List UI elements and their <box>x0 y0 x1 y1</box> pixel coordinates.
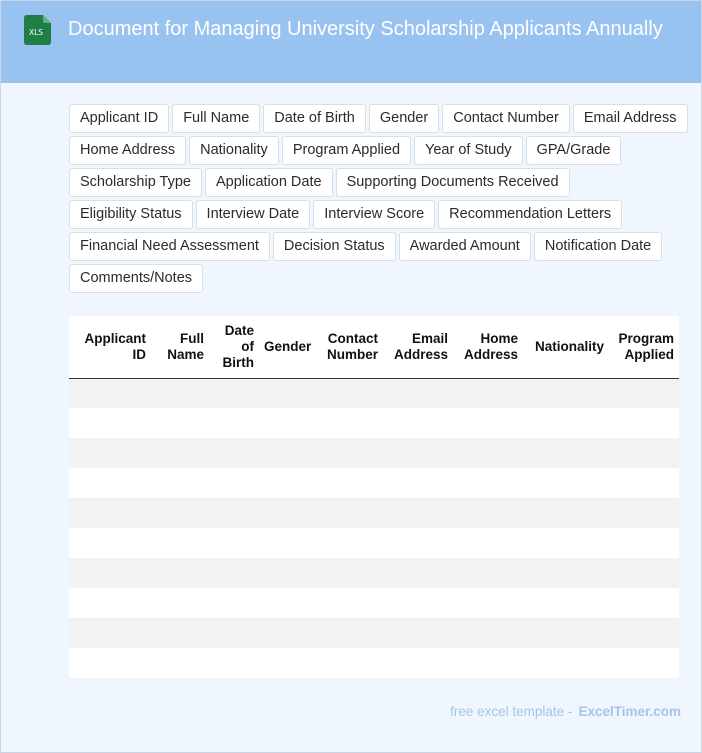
table-row <box>69 468 679 498</box>
table-cell[interactable] <box>383 408 453 438</box>
table-cell[interactable] <box>453 468 523 498</box>
field-chip[interactable]: Full Name <box>172 104 260 133</box>
table-cell[interactable] <box>69 408 151 438</box>
column-header[interactable]: Email Address <box>383 316 453 378</box>
table-cell[interactable] <box>69 528 151 558</box>
table-cell[interactable] <box>609 468 679 498</box>
table-cell[interactable] <box>209 528 259 558</box>
field-chip[interactable]: Application Date <box>205 168 333 197</box>
table-cell[interactable] <box>383 558 453 588</box>
table-cell[interactable] <box>383 468 453 498</box>
table-cell[interactable] <box>209 648 259 678</box>
table-cell[interactable] <box>209 618 259 648</box>
table-cell[interactable] <box>69 588 151 618</box>
table-cell[interactable] <box>313 528 383 558</box>
table-cell[interactable] <box>453 558 523 588</box>
table-cell[interactable] <box>151 528 209 558</box>
table-cell[interactable] <box>69 648 151 678</box>
footer-text: free excel template - <box>450 704 573 719</box>
table-cell[interactable] <box>383 618 453 648</box>
table-cell[interactable] <box>259 528 313 558</box>
field-chip[interactable]: Supporting Documents Received <box>336 168 570 197</box>
table-cell[interactable] <box>69 498 151 528</box>
table-cell[interactable] <box>453 618 523 648</box>
table-cell[interactable] <box>523 528 609 558</box>
table-cell[interactable] <box>313 588 383 618</box>
table-cell[interactable] <box>609 618 679 648</box>
table-cell[interactable] <box>523 498 609 528</box>
table-header-row <box>69 316 679 378</box>
table-cell[interactable] <box>259 618 313 648</box>
column-header[interactable]: Nationality <box>523 316 609 378</box>
table-cell[interactable] <box>313 648 383 678</box>
column-header[interactable]: Contact Number <box>313 316 383 378</box>
table-cell[interactable] <box>209 378 259 408</box>
table-cell[interactable] <box>523 468 609 498</box>
table-cell[interactable] <box>453 438 523 468</box>
table-cell[interactable] <box>259 498 313 528</box>
table-cell[interactable] <box>523 408 609 438</box>
field-chip[interactable]: Comments/Notes <box>69 264 203 293</box>
column-header[interactable]: Date of Birth <box>209 316 259 378</box>
table-cell[interactable] <box>151 438 209 468</box>
table-cell[interactable] <box>259 408 313 438</box>
table-body <box>69 378 679 678</box>
field-chip[interactable]: Notification Date <box>534 232 662 261</box>
table-cell[interactable] <box>69 468 151 498</box>
table-cell[interactable] <box>383 438 453 468</box>
field-chip[interactable]: Date of Birth <box>263 104 366 133</box>
field-chip[interactable]: Contact Number <box>442 104 570 133</box>
table-cell[interactable] <box>209 408 259 438</box>
table-cell[interactable] <box>209 468 259 498</box>
table-cell[interactable] <box>151 558 209 588</box>
table-cell[interactable] <box>609 558 679 588</box>
column-header[interactable]: Home Address <box>453 316 523 378</box>
table-row <box>69 498 679 528</box>
header-banner <box>1 1 701 83</box>
table-cell[interactable] <box>209 588 259 618</box>
table-cell[interactable] <box>151 468 209 498</box>
table-cell[interactable] <box>151 588 209 618</box>
xls-icon-label: XLS <box>28 28 44 37</box>
table-cell[interactable] <box>609 498 679 528</box>
table-cell[interactable] <box>453 528 523 558</box>
table-cell[interactable] <box>383 648 453 678</box>
field-chip[interactable]: Applicant ID <box>69 104 169 133</box>
table-cell[interactable] <box>453 408 523 438</box>
field-chip[interactable]: Nationality <box>189 136 279 165</box>
table-cell[interactable] <box>69 618 151 648</box>
table-cell[interactable] <box>453 588 523 618</box>
column-header[interactable]: Full Name <box>151 316 209 378</box>
table-cell[interactable] <box>609 648 679 678</box>
table-cell[interactable] <box>209 558 259 588</box>
table-cell[interactable] <box>259 468 313 498</box>
table-cell[interactable] <box>383 588 453 618</box>
table-cell[interactable] <box>453 648 523 678</box>
table-cell[interactable] <box>609 408 679 438</box>
table-cell[interactable] <box>383 498 453 528</box>
table-cell[interactable] <box>151 498 209 528</box>
table-cell[interactable] <box>69 438 151 468</box>
field-chip[interactable]: Gender <box>369 104 439 133</box>
table-cell[interactable] <box>313 408 383 438</box>
table-cell[interactable] <box>313 498 383 528</box>
table-cell[interactable] <box>151 408 209 438</box>
field-chip[interactable]: Program Applied <box>282 136 411 165</box>
table-cell[interactable] <box>523 558 609 588</box>
table-row <box>69 438 679 468</box>
column-header[interactable]: Applicant ID <box>69 316 151 378</box>
table-cell[interactable] <box>523 438 609 468</box>
table-cell[interactable] <box>383 528 453 558</box>
table-cell[interactable] <box>313 438 383 468</box>
table-cell[interactable] <box>313 378 383 408</box>
table-cell[interactable] <box>609 438 679 468</box>
table-cell[interactable] <box>209 438 259 468</box>
table-cell[interactable] <box>313 468 383 498</box>
field-chip[interactable]: Awarded Amount <box>399 232 531 261</box>
field-chip[interactable]: Scholarship Type <box>69 168 202 197</box>
table-cell[interactable] <box>523 618 609 648</box>
footer-credit <box>450 704 681 719</box>
table-row <box>69 648 679 678</box>
table-cell[interactable] <box>453 498 523 528</box>
field-chip[interactable]: Financial Need Assessment <box>69 232 270 261</box>
table-cell[interactable] <box>151 378 209 408</box>
field-chip[interactable]: Eligibility Status <box>69 200 193 229</box>
table-cell[interactable] <box>69 378 151 408</box>
field-chip[interactable]: Home Address <box>69 136 186 165</box>
table-cell[interactable] <box>259 438 313 468</box>
table-row <box>69 378 679 408</box>
table-cell[interactable] <box>313 558 383 588</box>
table-cell[interactable] <box>151 618 209 648</box>
table-cell[interactable] <box>259 588 313 618</box>
field-chip[interactable]: Decision Status <box>273 232 396 261</box>
table-row <box>69 558 679 588</box>
table-cell[interactable] <box>609 378 679 408</box>
table-row <box>69 528 679 558</box>
table-cell[interactable] <box>69 558 151 588</box>
applicant-table <box>69 316 679 678</box>
field-chip[interactable]: Recommendation Letters <box>438 200 622 229</box>
table-cell[interactable] <box>523 378 609 408</box>
field-chip[interactable]: Year of Study <box>414 136 523 165</box>
table-cell[interactable] <box>151 648 209 678</box>
table-row <box>69 588 679 618</box>
table-cell[interactable] <box>259 558 313 588</box>
table-cell[interactable] <box>523 648 609 678</box>
field-chip[interactable]: GPA/Grade <box>526 136 622 165</box>
table-row <box>69 408 679 438</box>
table-cell[interactable] <box>523 588 609 618</box>
field-chip[interactable]: Interview Score <box>313 200 435 229</box>
table-cell[interactable] <box>609 588 679 618</box>
table-cell[interactable] <box>383 378 453 408</box>
table-cell[interactable] <box>259 648 313 678</box>
footer-brand-link[interactable]: ExcelTimer.com <box>578 704 681 719</box>
table-row <box>69 618 679 648</box>
table-cell[interactable] <box>609 528 679 558</box>
table-cell[interactable] <box>259 378 313 408</box>
field-chip-list <box>69 104 699 296</box>
table-cell[interactable] <box>313 618 383 648</box>
field-chip[interactable]: Email Address <box>573 104 688 133</box>
column-header[interactable]: Program Applied <box>609 316 679 378</box>
column-header[interactable]: Gender <box>259 316 313 378</box>
table-cell[interactable] <box>453 378 523 408</box>
table-cell[interactable] <box>209 498 259 528</box>
field-chip[interactable]: Interview Date <box>196 200 311 229</box>
page-title: Document for Managing University Scholarship Applicants Annually <box>68 18 663 40</box>
